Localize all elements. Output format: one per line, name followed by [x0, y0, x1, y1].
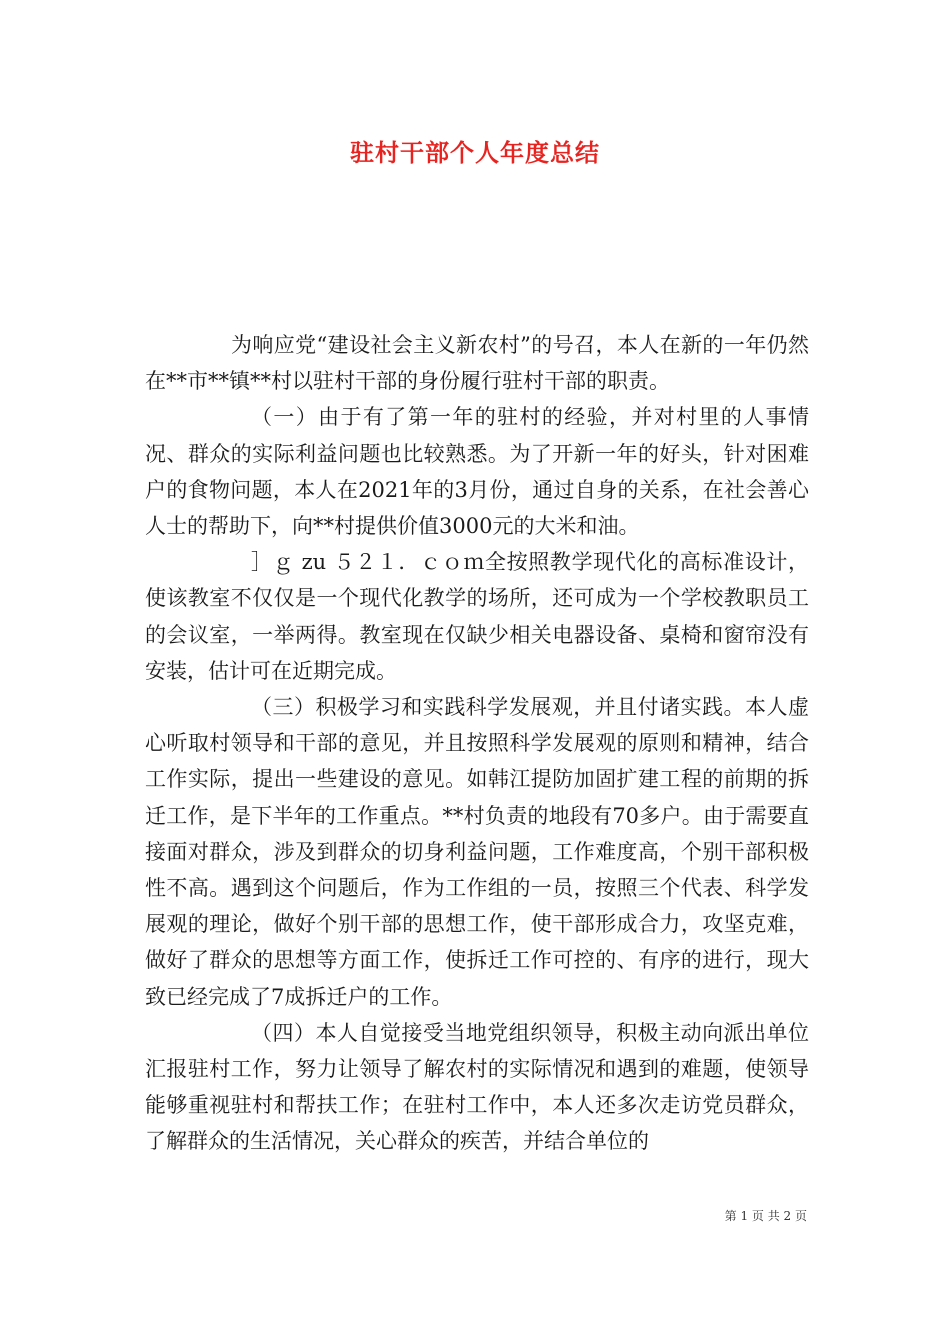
paragraph-intro: 为响应党“建设社会主义新农村”的号召，本人在新的一年仍然在**市**镇**村以驻村干部的身份履行驻村干部的职责。 [145, 333, 809, 394]
paragraph-section-3: （三）积极学习和实践科学发展观，并且付诸实践。本人虚心听取村领导和干部的意见，并且按照科学发展观的原则和精神，结合工作实际，提出一些建设的意见。如韩江提防加固扩建工程的前期的拆迁工作，是下半年的工作重点。**村负责的地段有70多户。由于需要直接面对群众，涉及到群众的切身利益问题，工作难度高，个别干部积极性不高。遇到这个问题后，作为工作组的一员，按照三个代表、科学发展观的理论，做好个别干部的思想工作，使干部形成合力，攻坚克难，做好了群众的思想等方面工作，使拆迁工作可控的、有序的进行，现大致已经完成了7成拆迁户的工作。 [145, 695, 809, 1009]
document-body [145, 327, 809, 1160]
paragraph-section-4: （四）本人自觉接受当地党组织领导，积极主动向派出单位汇报驻村工作，努力让领导了解农村的实际情况和遇到的难题，使领导能够重视驻村和帮扶工作；在驻村工作中，本人还多次走访党员群众，了解群众的生活情况，关心群众的疾苦，并结合单位的 [145, 1020, 809, 1154]
document-title: 驻村干部个人年度总结 [350, 139, 600, 167]
paragraph-classroom: ］ｇ zu ５２１．ｃｏｍ全按照教学现代化的高标准设计，使该教室不仅仅是一个现代化教学的场所，还可成为一个学校教职员工的会议室，一举两得。教室现在仅缺少相关电器设备、桌椅和窗帘没有安装，估计可在近期完成。 [145, 550, 809, 683]
paragraph-section-1: （一）由于有了第一年的驻村的经验，并对村里的人事情况、群众的实际利益问题也比较熟悉。为了开新一年的好头，针对困难户的食物问题，本人在2021年的3月份，通过自身的关系，在社会善心人士的帮助下，向**村提供价值3000元的大米和油。 [145, 405, 809, 539]
page-number-footer: 第 1 页 共 2 页 [724, 1209, 807, 1223]
